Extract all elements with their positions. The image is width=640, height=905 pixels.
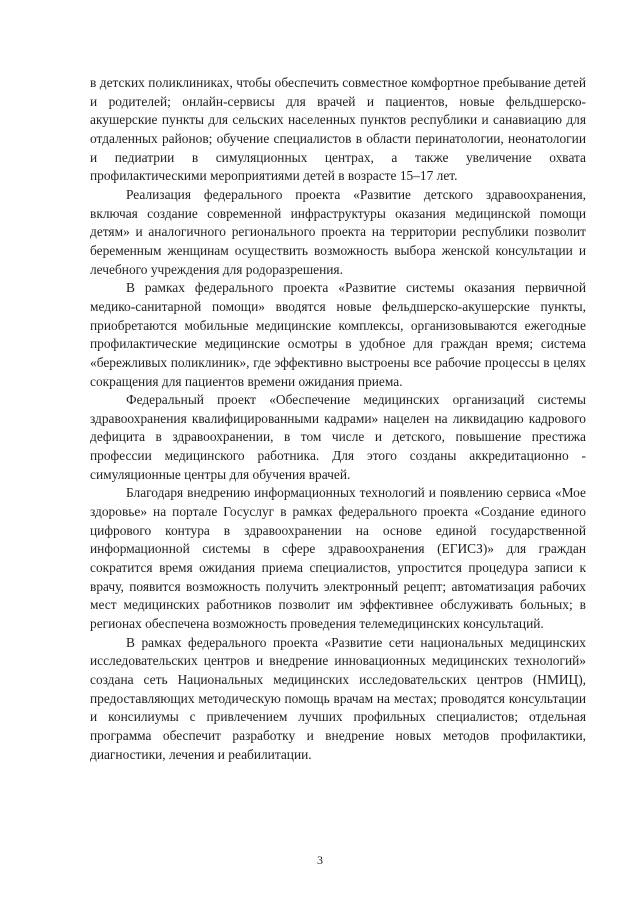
document-body [90,74,586,764]
paragraph-research-centers-project: В рамках федерального проекта «Развитие сети национальных медицинских исследовательских центров и внедрение инновационных медицинских технологий» создана сеть Национальных медицинских исследовательских центров (НМИЦ), предоставляющих методическую помощь врачам на местах; проводятся консультации и консилиумы с привлечением лучших профильных специалистов; отдельная программа обеспечит разработку и внедрение новых методов профилактики, диагностики, лечения и реабилитации. [90,634,586,762]
paragraph-primary-care-project: В рамках федерального проекта «Развитие системы оказания первичной медико-санитарной помощи» вводятся новые фельдшерско-акушерские пункты, приобретаются мобильные медицинские комплексы, организовываются ежегодные профилактические медицинские осмотры в удобное для граждан время; система «бережливых поликлиник», где эффективно выстроены все рабочие процессы в целях сокращения для пациентов времени ожидания приема. [90,280,586,389]
paragraph-personnel-project: Федеральный проект «Обеспечение медицинских организаций системы здравоохранения квалифицированными кадрами» нацелен на ликвидацию кадрового дефицита в здравоохранении, в том числе и детского, повышение престижа профессии медицинского работника. Для этого созданы аккредитационно - симуляционные центры для обучения врачей. [90,392,586,482]
paragraph-digital-contour-project: Благодаря внедрению информационных технологий и появлению сервиса «Мое здоровье» на портале Госуслуг в рамках федерального проекта «Создание единого цифрового контура в здравоохранении на основе единой государственной информационной системы в сфере здравоохранения (ЕГИСЗ)» для граждан сократится время ожидания приема специалистов, упростится процедура записи к врачу, появится возможность получить электронный рецепт; автоматизация рабочих мест медицинских работников позволит им эффективнее обслуживать больных; в регионах обеспечена возможность проведения телемедицинских консультаций. [90,485,586,632]
paragraph-child-healthcare-project: Реализация федерального проекта «Развитие детского здравоохранения, включая создание современной инфраструктуры оказания медицинской помощи детям» и аналогичного регионального проекта на территории республики позволит беременным женщинам осуществить возможность выбора женской консультации и лечебного учреждения для родоразрешения. [90,186,586,277]
paragraph-continuation: в детских поликлиниках, чтобы обеспечить совместное комфортное пребывание детей и родителей; онлайн-сервисы для врачей и пациентов, новые фельдшерско-акушерские пункты для сельских населенных пунктов республики и санавиацию для отдаленных районов; обучение специалистов в области перинатологии, неонатологии и педиатрии в симуляционных центрах, а также увеличение охвата профилактическими мероприятиями детей в возрасте 15–17 лет. [90,75,586,184]
page-number: 3 [317,853,323,867]
